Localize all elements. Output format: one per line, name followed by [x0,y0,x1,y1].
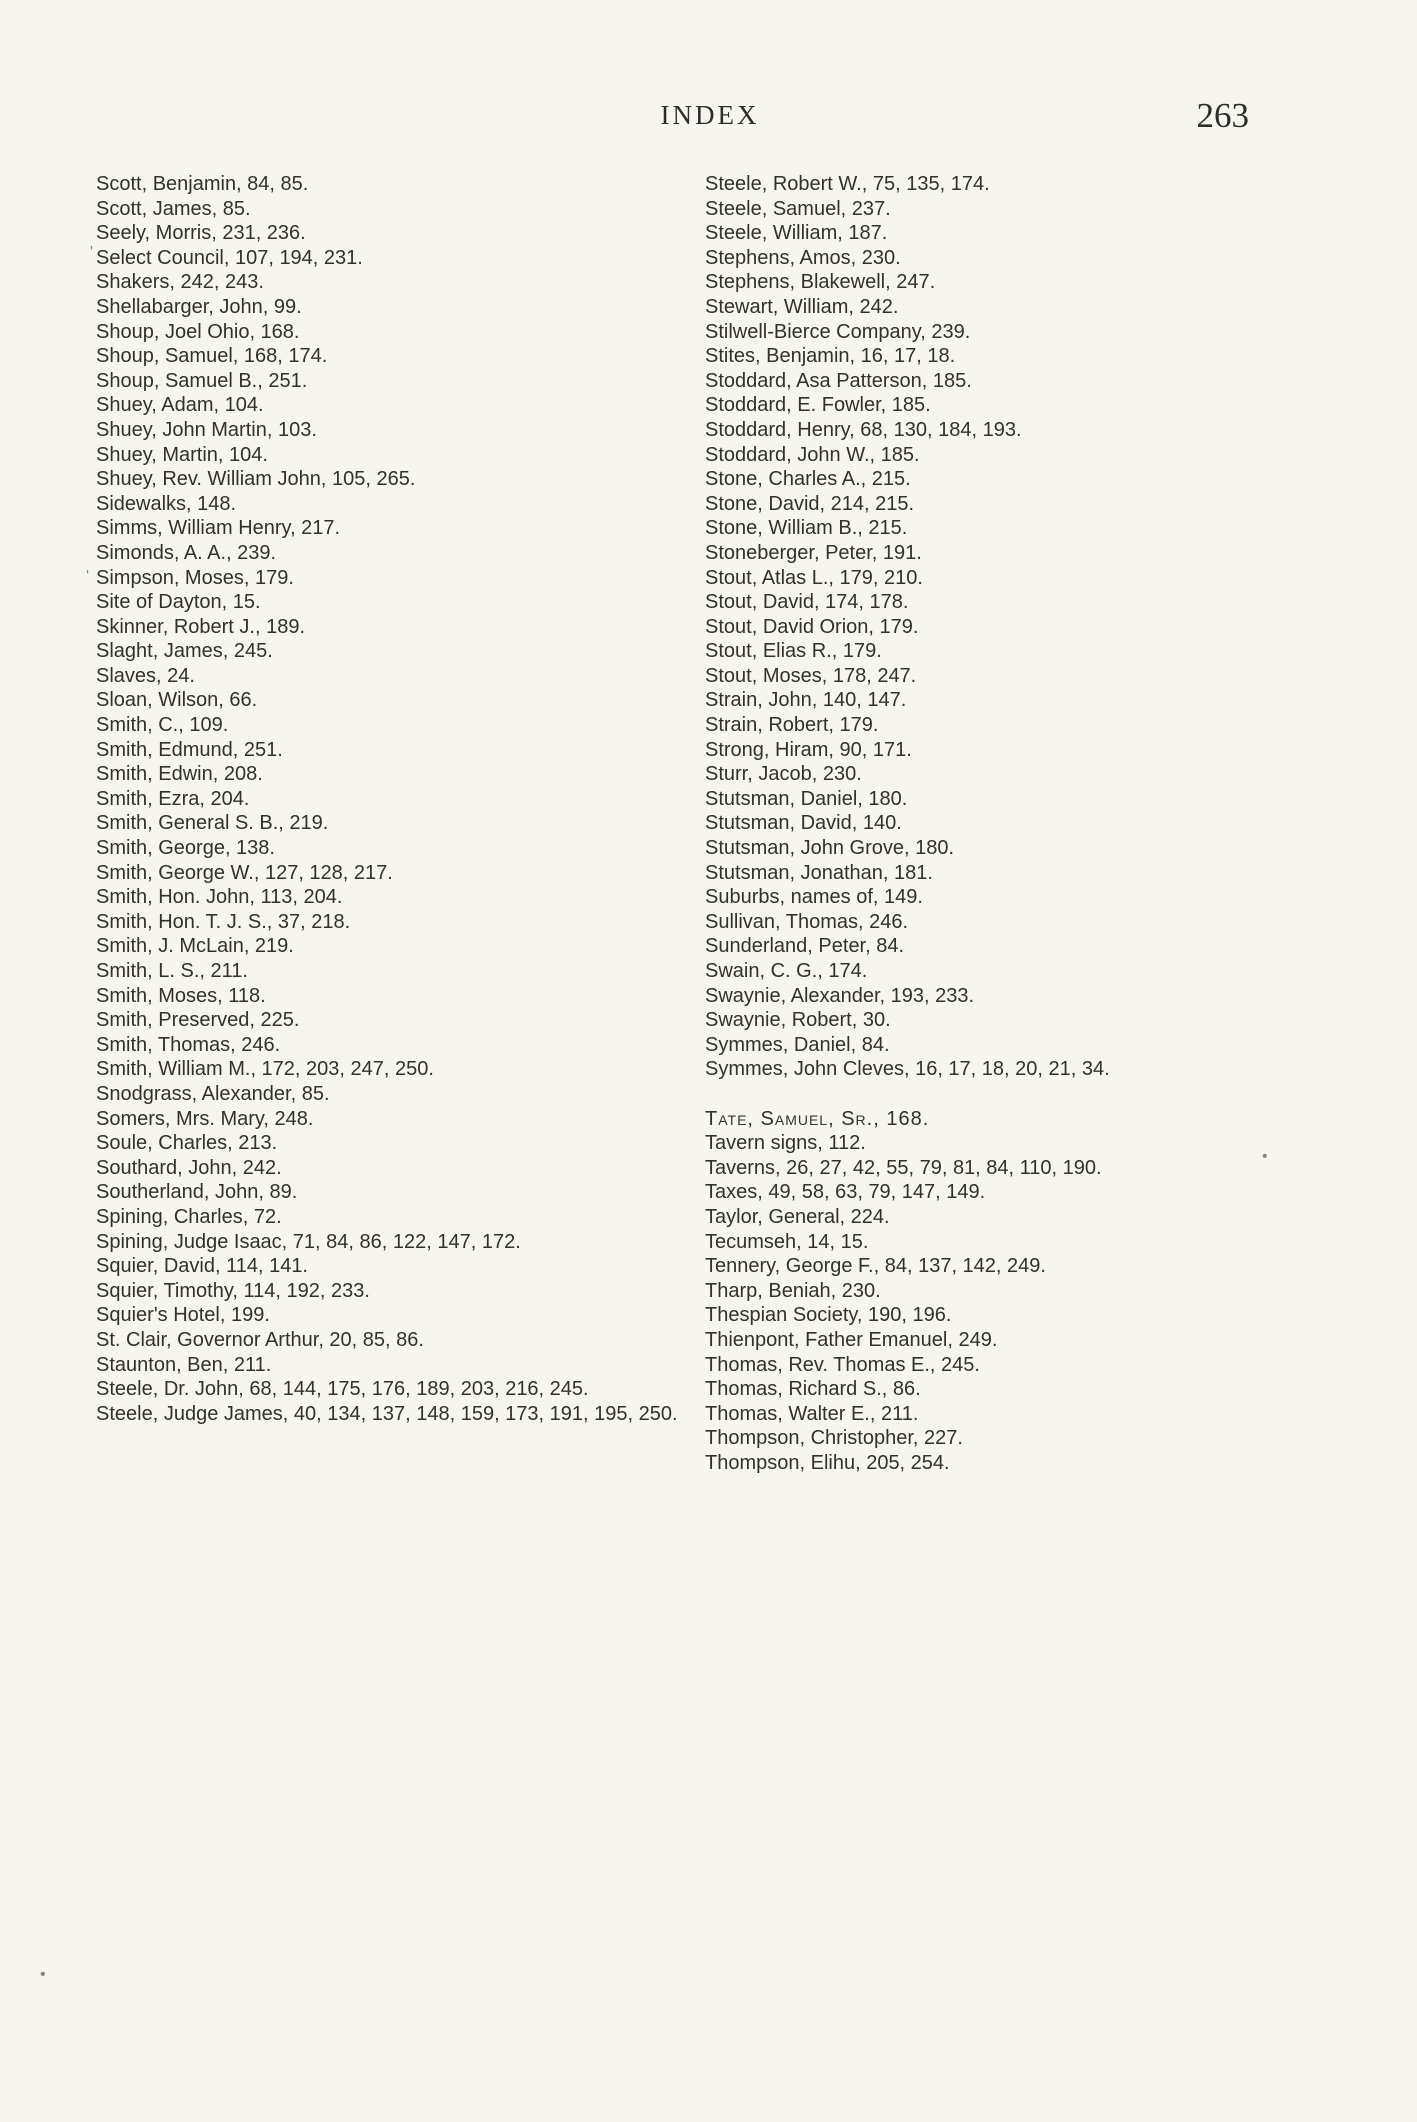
index-entry: Stout, Moses, 178, 247. [705,664,917,687]
index-entry: Shellabarger, John, 99. [96,295,302,318]
index-entry: Stoneberger, Peter, 191. [705,541,922,564]
index-entry: Tecumseh, 14, 15. [705,1230,869,1253]
index-entry: Shuey, Martin, 104. [96,443,268,466]
index-entry: Seely, Morris, 231, 236. [96,222,306,245]
index-entry: Steele, William, 187. [705,222,888,245]
index-entry: Smith, George W., 127, 128, 217. [96,861,393,884]
index-entry: Shuey, Rev. William John, 105, 265. [96,468,416,491]
index-entry: Swaynie, Alexander, 193, 233. [705,984,975,1007]
index-entry: Sunderland, Peter, 84. [705,935,905,958]
index-entry: Stephens, Blakewell, 247. [705,271,936,294]
index-entry: Stone, Charles A., 215. [705,468,911,491]
index-entry: Taxes, 49, 58, 63, 79, 147, 149. [705,1181,986,1204]
index-entry: Symmes, Daniel, 84. [705,1033,890,1056]
index-entry: Smith, George, 138. [96,837,275,860]
index-entry: Stout, Atlas L., 179, 210. [705,566,923,589]
index-entry: Symmes, John Cleves, 16, 17, 18, 20, 21, 34. [705,1058,1110,1081]
index-entry: Soule, Charles, 213. [96,1132,278,1155]
page-number: 263 [1196,96,1249,135]
index-entry: Sturr, Jacob, 230. [705,763,862,786]
index-entry: Somers, Mrs. Mary, 248. [96,1107,314,1130]
index-entry: Smith, L. S., 211. [96,960,248,982]
index-entry: Strong, Hiram, 90, 171. [705,738,912,761]
index-entry: Shuey, Adam, 104. [96,394,264,417]
index-entry: Taverns, 26, 27, 42, 55, 79, 81, 84, 110, 190. [705,1156,1102,1179]
index-entry: Simpson, Moses, 179. [96,566,294,589]
index-entry: Slaves, 24. [96,664,195,687]
index-entry: Southerland, John, 89. [96,1181,298,1204]
index-entry: Select Council, 107, 194, 231. [96,246,363,269]
index-entry: Steele, Robert W., 75, 135, 174. [705,173,990,195]
index-entry: Thompson, Elihu, 205, 254. [705,1451,950,1474]
page-title: INDEX [660,100,760,130]
index-entry: Steele, Judge James, 40, 134, 137, 148, 159, 173, 191, 195, 250. [96,1402,678,1425]
index-entry: St. Clair, Governor Arthur, 20, 85, 86. [96,1328,424,1351]
index-entry: Taylor, General, 224. [705,1205,890,1228]
index-entry: Swaynie, Robert, 30. [705,1009,891,1032]
index-entry: Smith, Preserved, 225. [96,1009,300,1032]
index-entry: Squier's Hotel, 199. [96,1304,270,1327]
index-entry: Sloan, Wilson, 66. [96,689,258,712]
index-entry: Shuey, John Martin, 103. [96,418,317,441]
index-entry: Stout, Elias R., 179. [705,640,882,663]
index-entry: Smith, William M., 172, 203, 247, 250. [96,1058,434,1081]
index-entry: Shoup, Joel Ohio, 168. [96,320,300,343]
index-entry: Steele, Samuel, 237. [705,197,891,220]
index-entry: Stephens, Amos, 230. [705,246,901,269]
index-entry: Stewart, William, 242. [705,295,899,318]
index-column-left [96,172,696,1426]
index-entry: Spining, Charles, 72. [96,1205,282,1228]
index-entry: Slaght, James, 245. [96,640,273,663]
index-entry: Stout, David Orion, 179. [705,615,919,638]
index-entry: Stoddard, E. Fowler, 185. [705,394,931,417]
index-entry: Shoup, Samuel B., 251. [96,369,308,392]
index-entry: Tavern signs, 112. [705,1132,866,1155]
index-entry: Stoddard, John W., 185. [705,443,920,466]
index-entry: Smith, Edmund, 251. [96,738,283,761]
index-entry: Steele, Dr. John, 68, 144, 175, 176, 189, 203, 216, 245. [96,1378,589,1401]
index-entry: Smith, Hon. T. J. S., 37, 218. [96,910,351,933]
index-entry: Stutsman, David, 140. [705,812,902,835]
index-entry: Stone, William B., 215. [705,517,908,540]
index-entry: Spining, Judge Isaac, 71, 84, 86, 122, 147, 172. [96,1230,521,1253]
index-entry: Smith, Edwin, 208. [96,763,263,786]
index-entry: Thompson, Christopher, 227. [705,1427,963,1450]
index-entry: Southard, John, 242. [96,1156,282,1179]
print-speck-mark: ' [86,568,90,585]
index-entry: Thespian Society, 190, 196. [705,1304,952,1327]
index-entry: Shakers, 242, 243. [96,271,264,294]
index-entry: Stone, David, 214, 215. [705,492,915,515]
index-entry: Tharp, Beniah, 230. [705,1279,881,1302]
index-entry: Staunton, Ben, 211. [96,1353,272,1376]
index-entry: Swain, C. G., 174. [705,960,868,982]
index-entry: Smith, Ezra, 204. [96,787,250,810]
index-entry: Thienpont, Father Emanuel, 249. [705,1328,998,1351]
index-entry: Thomas, Rev. Thomas E., 245. [705,1353,980,1376]
index-entry: Smith, Thomas, 246. [96,1033,281,1056]
print-speck-mark: ' [90,244,94,261]
index-entry: Suburbs, names of, 149. [705,886,923,909]
index-entry: Tennery, George F., 84, 137, 142, 249. [705,1255,1046,1278]
index-entry: Stilwell-Bierce Company, 239. [705,320,971,343]
index-entry: Scott, James, 85. [96,197,251,220]
index-entry: Strain, John, 140, 147. [705,689,907,712]
index-entry: Shoup, Samuel, 168, 174. [96,345,328,368]
index-entry: Smith, Moses, 118. [96,984,266,1007]
index-entry: Sidewalks, 148. [96,492,237,515]
print-speck-mark: • [40,1966,46,1983]
index-entry: Squier, Timothy, 114, 192, 233. [96,1279,370,1302]
index-entry: Site of Dayton, 15. [96,591,261,614]
index-entry: Strain, Robert, 179. [705,714,879,737]
index-entry: Stutsman, Jonathan, 181. [705,861,933,884]
index-entry: Stites, Benjamin, 16, 17, 18. [705,345,956,368]
index-entry: Smith, J. McLain, 219. [96,935,294,958]
index-entry: Stout, David, 174, 178. [705,591,909,614]
index-entry: Stoddard, Asa Patterson, 185. [705,369,972,392]
index-entry-section-start: Tate, Samuel, Sr., 168. [705,1107,930,1130]
index-entry: Stoddard, Henry, 68, 130, 184, 193. [705,418,1022,441]
index-entry: Smith, General S. B., 219. [96,812,329,835]
print-speck-mark: • [1262,1148,1268,1165]
index-entry: Skinner, Robert J., 189. [96,615,306,638]
index-entry: Smith, C., 109. [96,714,229,737]
index-entry: Stutsman, John Grove, 180. [705,837,955,860]
index-entry: Snodgrass, Alexander, 85. [96,1082,330,1105]
index-entry: Sullivan, Thomas, 246. [705,910,909,933]
index-entry: Simonds, A. A., 239. [96,541,277,564]
index-column-right [705,172,1305,1475]
index-entry: Thomas, Richard S., 86. [705,1378,921,1401]
index-entry: Smith, Hon. John, 113, 204. [96,886,343,909]
index-entry: Stutsman, Daniel, 180. [705,787,908,810]
index-entry: Simms, William Henry, 217. [96,517,341,540]
index-entry: Thomas, Walter E., 211. [705,1402,919,1425]
index-entry: Squier, David, 114, 141. [96,1255,308,1278]
index-entry: Scott, Benjamin, 84, 85. [96,173,309,195]
